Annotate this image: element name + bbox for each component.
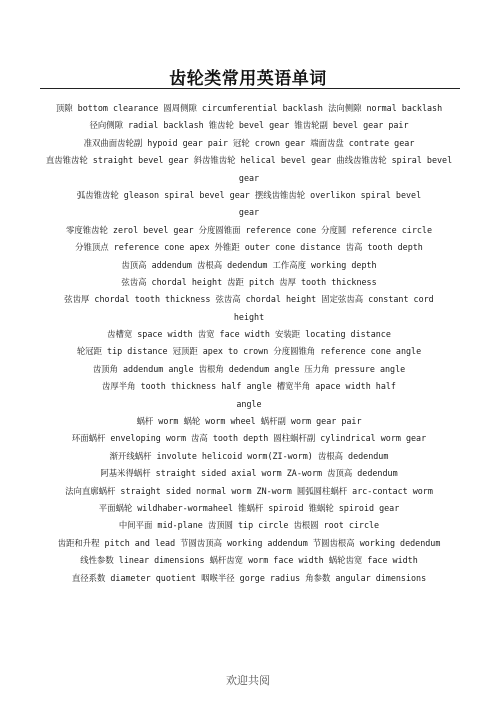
term-line: 线性参数 linear dimensions 蜗杆齿宽 worm face width 蜗轮齿宽 face width xyxy=(80,555,418,566)
term-list xyxy=(32,100,466,587)
term-line: 阿基米得蜗杆 straight sided axial worm ZA-worm 齿顶高 dedendum xyxy=(100,468,398,479)
term-line: 齿顶角 addendum angle 齿根角 dedendum angle 压力角 pressure angle xyxy=(92,363,406,374)
term-line: 分锥顶点 reference cone apex 外锥距 outer cone distance 齿高 tooth depth xyxy=(75,242,423,253)
term-line: angle xyxy=(236,398,262,409)
term-line: 齿顶高 addendum 齿根高 dedendum 工作高度 working depth xyxy=(121,259,377,270)
term-line: 轮冠距 tip distance 冠顶距 apex to crown 分度圆锥角 reference cone angle xyxy=(76,346,422,357)
document-title: 齿轮类常用英语单词 xyxy=(169,69,327,89)
term-line: 齿槽宽 space width 齿宽 face width 安装距 locating distance xyxy=(107,329,391,340)
term-line: 齿厚半角 tooth thickness half angle 槽宽半角 apace width half xyxy=(102,381,396,392)
page-footer: 欢迎共阅 xyxy=(226,674,270,687)
term-line: 顶隙 bottom clearance 圆周侧隙 circumferential backlash 法向侧隙 normal backlash xyxy=(55,103,443,113)
term-line: 弦齿厚 chordal tooth thickness 弦齿高 chordal height 固定弦齿高 constant cord xyxy=(64,294,434,305)
term-line: 中间平面 mid-plane 齿顶圆 tip circle 齿根圆 root circle xyxy=(118,520,380,531)
term-line: 直径系数 diameter quotient 咽喉半径 gorge radius 角参数 angular dimensions xyxy=(71,572,427,583)
term-line: gear xyxy=(238,172,260,183)
term-line: height xyxy=(233,311,265,322)
term-line: gear xyxy=(238,207,260,218)
term-line: 准双曲面齿轮副 hypoid gear pair 冠轮 crown gear 端面齿盘 contrate gear xyxy=(83,137,415,148)
term-line: 零度锥齿轮 zerol bevel gear 分度圆锥面 reference cone 分度圆 reference circle xyxy=(65,224,433,235)
term-line: 蜗杆 worm 蜗轮 worm wheel 蜗杆副 worm gear pair xyxy=(136,416,362,427)
term-line: 径向侧隙 radial backlash 锥齿轮 bevel gear 锥齿轮副 bevel gear pair xyxy=(89,120,409,131)
term-line: 直齿锥齿轮 straight bevel gear 斜齿锥齿轮 helical bevel gear 曲线齿锥齿轮 spiral bevel xyxy=(45,155,453,166)
title-divider xyxy=(40,88,460,89)
term-line: 环面蜗杆 enveloping worm 齿高 tooth depth 圆柱蜗杆副 cylindrical worm gear xyxy=(71,433,427,444)
term-line: 弦齿高 chordal height 齿距 pitch 齿厚 tooth thickness xyxy=(121,276,377,287)
term-line: 齿距和升程 pitch and lead 节圆齿顶高 working addendum 节圆齿根高 working dedendum xyxy=(57,537,441,548)
term-line: 法向直廓蜗杆 straight sided normal worm ZN-worm 圆弧圆柱蜗杆 arc-contact worm xyxy=(65,485,433,496)
term-line: 弧齿锥齿轮 gleason spiral bevel gear 摆线齿锥齿轮 overlikon spiral bevel xyxy=(76,189,422,200)
term-line: 平面蜗轮 wildhaber-wormaheel 锥蜗杆 spiroid 锥蜗轮 spiroid gear xyxy=(98,502,400,513)
term-line: 渐开线蜗杆 involute helicoid worm(ZI-worm) 齿根高 dedendum xyxy=(109,450,389,461)
